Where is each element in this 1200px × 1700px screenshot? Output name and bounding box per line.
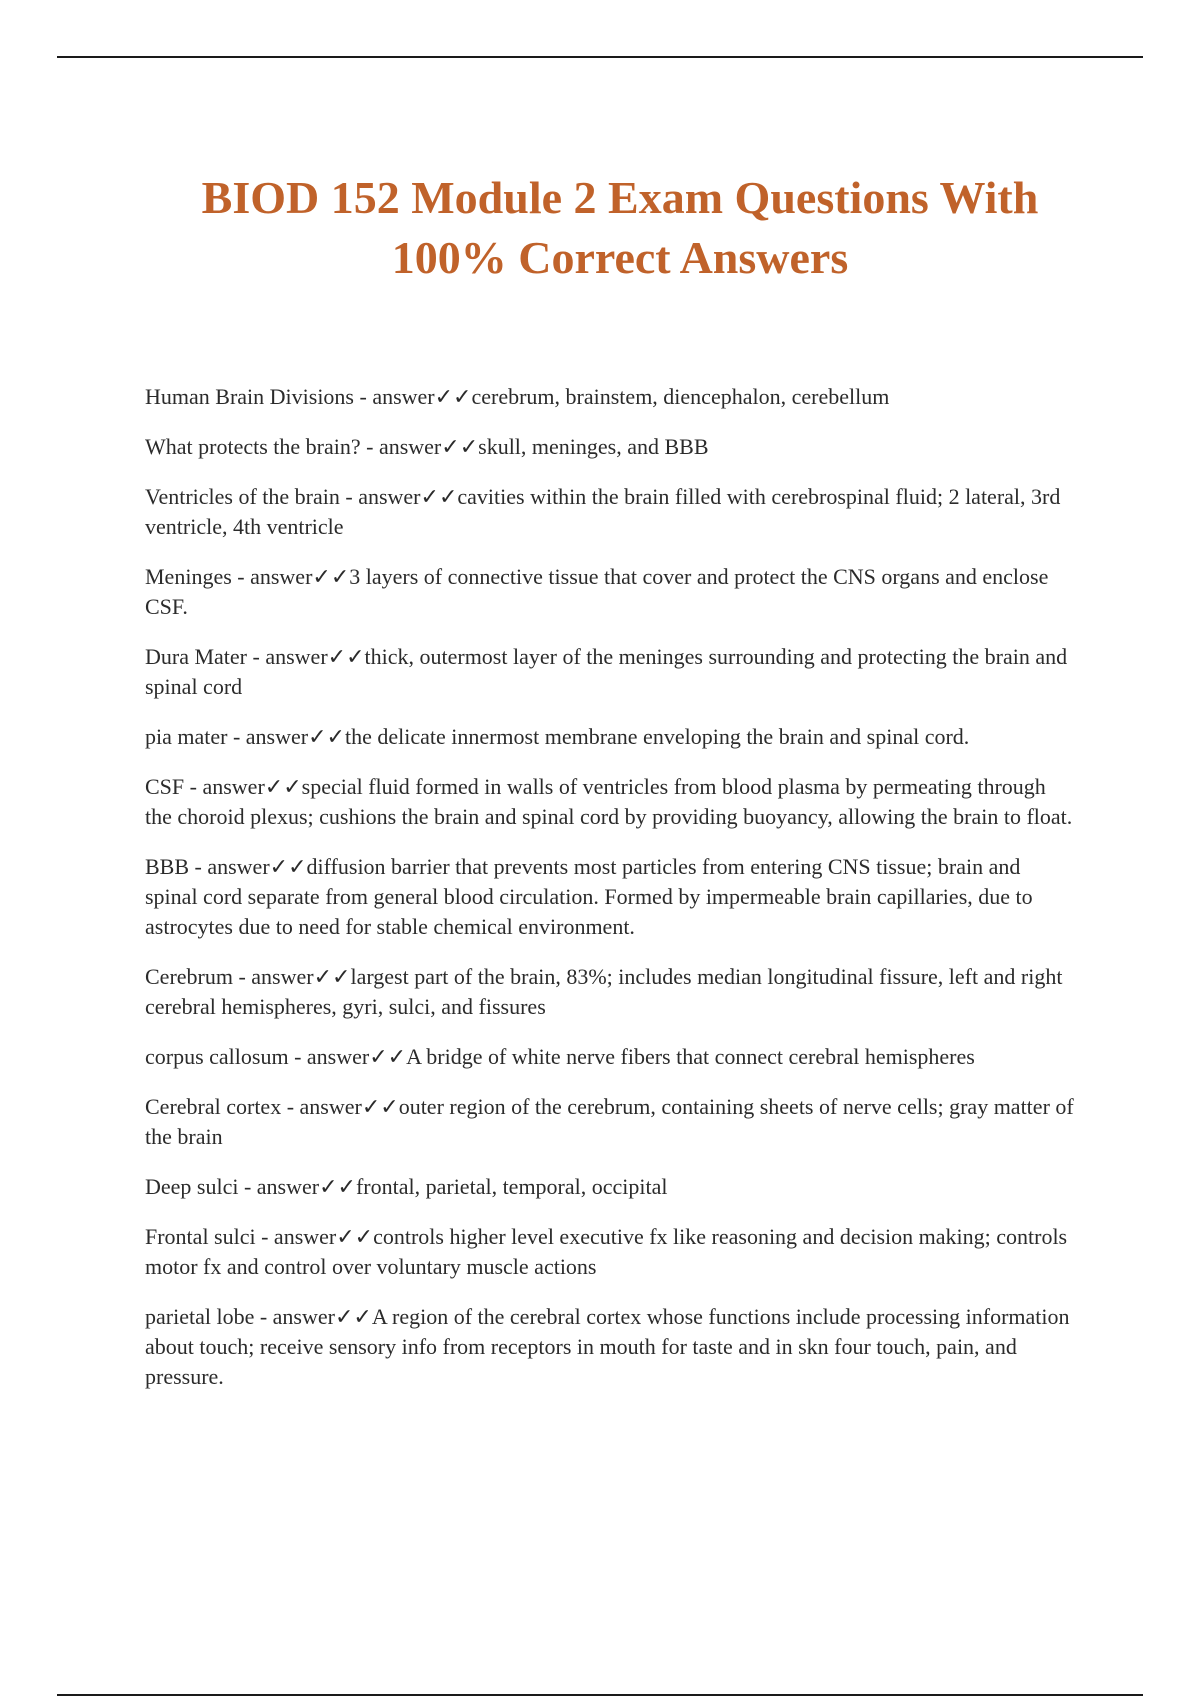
qa-item-cerebrum: Cerebrum - answer✓✓largest part of the brain, 83%; includes median longitudinal fissure, left and right cerebral hemispheres, gyri, sulci, and fissures [145,964,1063,1019]
header-rule [57,56,1143,58]
qa-item-cerebral-cortex: Cerebral cortex - answer✓✓outer region of the cerebrum, containing sheets of nerve cells; gray matter of the brain [145,1094,1074,1149]
qa-item-corpus-callosum: corpus callosum - answer✓✓A bridge of white nerve fibers that connect cerebral hemispheres [145,1044,975,1069]
qa-list [145,382,1075,1412]
qa-item-pia-mater: pia mater - answer✓✓the delicate innermost membrane enveloping the brain and spinal cord. [145,724,970,749]
qa-item-bbb: BBB - answer✓✓diffusion barrier that prevents most particles from entering CNS tissue; brain and spinal cord separate from general blood circulation. Formed by impermeable brain capillaries, due to astrocytes due to need for stable chemical environment. [145,854,1033,939]
qa-item-human-brain-divisions: Human Brain Divisions - answer✓✓cerebrum, brainstem, diencephalon, cerebellum [145,384,890,409]
qa-item-parietal-lobe: parietal lobe - answer✓✓A region of the cerebral cortex whose functions include processing information about touch; receive sensory info from receptors in mouth for taste and in skn four touch, pain, and pressure. [145,1304,1070,1389]
qa-item-ventricles: Ventricles of the brain - answer✓✓cavities within the brain filled with cerebrospinal fluid; 2 lateral, 3rd ventricle, 4th ventricle [145,484,1061,539]
qa-item-dura-mater: Dura Mater - answer✓✓thick, outermost layer of the meninges surrounding and protecting the brain and spinal cord [145,644,1068,699]
qa-item-frontal-sulci: Frontal sulci - answer✓✓controls higher level executive fx like reasoning and decision making; controls motor fx and control over voluntary muscle actions [145,1224,1068,1279]
title-line-2: 100% Correct Answers [391,232,849,283]
title-line-1: BIOD 152 Module 2 Exam Questions With [201,172,1039,223]
qa-item-brain-protection: What protects the brain? - answer✓✓skull, meninges, and BBB [145,434,709,459]
qa-item-csf: CSF - answer✓✓special fluid formed in walls of ventricles from blood plasma by permeating through the choroid plexus; cushions the brain and spinal cord by providing buoyancy, allowing the brain to float. [145,774,1073,829]
qa-item-meninges: Meninges - answer✓✓3 layers of connective tissue that cover and protect the CNS organs and enclose CSF. [145,564,1049,619]
qa-item-deep-sulci: Deep sulci - answer✓✓frontal, parietal, temporal, occipital [145,1174,668,1199]
footer-rule [57,1694,1143,1696]
document-title [100,168,1140,288]
